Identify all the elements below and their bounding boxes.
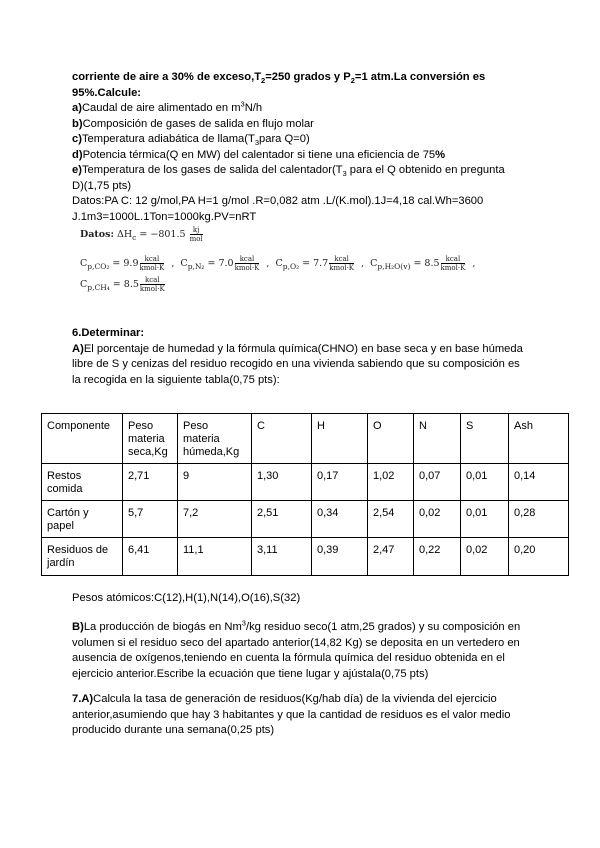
equation-cp-row1: $C_{p,CO_2} = 9.9$ $\frac{\text{kcal}}{\text{kmol·K}}$ , $C_{p,N_2} = 7.0$ $\frac{\text{kcal}}{\text{kmol·K}}$ , $C_{p,O_2} = 7.7$ $\frac{\text{kcal}}{\text{kmol·K}}$ , $C_{p,H_2O(v)} = 8.5$ $\frac{\text{kcal}}{\text{kmol·K}}$ , — [80, 255, 476, 272]
item-d: d)Potencia térmica(Q en MW) del calentador si tiene una eficiencia de 75% — [72, 148, 446, 161]
section7-line2: anterior,asumiendo que hay 3 habitantes y que la cantidad de residuos es el valor medio — [72, 708, 511, 721]
table-cell: 11,1 — [178, 538, 252, 576]
table-cell: 5,7 — [123, 501, 178, 538]
table-header-cell: Peso materia húmeda,Kg — [178, 414, 252, 464]
table-cell: 1,30 — [252, 464, 312, 501]
datos-line1: Datos:PA C: 12 g/mol,PA H=1 g/mol .R=0,082 atm .L/(K.mol).1J=4,18 cal.Wh=3600 — [72, 195, 484, 207]
section7-line1: 7.A)Calcula la tasa de generación de residuos(Kg/hab día) de la vivienda del ejercicio — [72, 693, 497, 705]
table-cell: 0,02 — [461, 538, 509, 576]
intro-block — [72, 70, 532, 225]
table-row — [42, 464, 569, 501]
cp-co2: $C_{p,CO_2} = 9.9$ $\frac{\text{kcal}}{\text{kmol·K}}$ — [80, 255, 165, 272]
table-header-cell: N — [414, 414, 461, 464]
table-cell: 0,39 — [312, 538, 368, 576]
table-header-cell: Ash — [509, 414, 569, 464]
table-cell: 6,41 — [123, 538, 178, 576]
section6-heading: 6.Determinar: — [72, 327, 145, 339]
datos-line2: J.1m3=1000L.1Ton=1000kg.PV=nRT — [72, 210, 257, 223]
table-header-cell: O — [368, 414, 414, 464]
composition-table — [41, 413, 569, 576]
cp-h2o: $C_{p,H_2O(v)} = 8.5$ $\frac{\text{kcal}}{\text{kmol·K}}$ — [370, 255, 466, 272]
section6-a-line2: libre de S y cenizas del residuo recogido en una vivienda sabiendo que su composición es — [72, 358, 520, 370]
table-cell: 2,51 — [252, 501, 312, 538]
table-cell: 3,11 — [252, 538, 312, 576]
table-header-cell: Componente — [42, 414, 123, 464]
table-cell: 0,34 — [312, 501, 368, 538]
table-cell: 0,07 — [414, 464, 461, 501]
table-cell: Residuos de jardín — [42, 538, 123, 576]
table-header-row — [42, 414, 569, 464]
table-cell: Restos comida — [42, 464, 123, 501]
table-cell: 2,54 — [368, 501, 414, 538]
item-b: b)Composición de gases de salida en flujo molar — [72, 117, 314, 130]
table-cell: 2,47 — [368, 538, 414, 576]
table-cell: 0,20 — [509, 538, 569, 576]
table-header-cell: H — [312, 414, 368, 464]
table-cell: 7,2 — [178, 501, 252, 538]
section6 — [72, 326, 532, 388]
table-cell: Cartón y papel — [42, 501, 123, 538]
item-e: e)Temperatura de los gases de salida del $calentador(T_3$ para el Q obtenido en pregunta — [72, 164, 505, 179]
section6-a-line3: la recogida en la siguiente tabla(0,75 pts): — [72, 373, 280, 386]
equation-cp-row2 — [80, 276, 166, 293]
cp-n2: $C_{p,N_2} = 7.0$ $\frac{\text{kcal}}{\text{kmol·K}}$ — [180, 255, 260, 272]
table-cell: 0,01 — [461, 501, 509, 538]
intro-line1: corriente de aire a 30% de $exceso,T_2=250$ grados y $P_2=1$ atm.La conversión es — [72, 71, 486, 86]
cp-o2: $C_{p,O_2} = 7.7$ $\frac{\text{kcal}}{\text{kmol·K}}$ — [275, 255, 355, 272]
equation-dhc: Datos: $\Delta H_c = -801.5$ $\frac{kj}{\text{mol}}$ — [80, 226, 203, 243]
table-cell: 1,02 — [368, 464, 414, 501]
section6-a-line1: A)El porcentaje de humedad y la fórmula química(CHNO) en base seca y en base húmeda — [72, 342, 523, 355]
table-cell: 0,22 — [414, 538, 461, 576]
table-cell: 0,28 — [509, 501, 569, 538]
table-cell: 2,71 — [123, 464, 178, 501]
table-cell: 0,14 — [509, 464, 569, 501]
section7 — [72, 692, 532, 739]
cp-ch4: $C_{p,CH_4} = 8.5$ $\frac{\text{kcal}}{\text{kmol·K}}$ — [80, 276, 165, 293]
atomic-weights: Pesos atómicos:C(12),H(1),N(14),O(16),S(32) — [72, 592, 301, 604]
part-b-line1: B)La producción de biogás en Nm$^3$/kg residuo seco(1 atm,25 grados) y su composición en — [72, 618, 521, 633]
section7-line3: producido durante una semana(0,25 pts) — [72, 724, 275, 736]
table-header-cell: S — [461, 414, 509, 464]
intro-line2: 95%.Calcule: — [72, 86, 142, 99]
table-cell: 0,02 — [414, 501, 461, 538]
part-b — [72, 620, 532, 682]
item-c: c)Temperatura adiabática de $llama(T_3para$ Q=0) — [72, 133, 310, 148]
table-cell: 0,17 — [312, 464, 368, 501]
part-b-line4: ejercicio anterior.Escribe la ecuación que tiene lugar y ajústala(0,75 pts) — [72, 667, 429, 680]
table-row — [42, 538, 569, 576]
item-e-line2: D)(1,75 pts) — [72, 179, 132, 192]
part-b-line3: ausencia de oxígenos,teniendo en cuenta la fórmula química del residuo obtenida en el — [72, 652, 505, 664]
table-cell: 0,01 — [461, 464, 509, 501]
table-header-cell: C — [252, 414, 312, 464]
part-b-line2: volumen si el residuo seco del apartado anterior(14,82 Kg) se deposita en un vertedero en — [72, 636, 520, 649]
item-a: a)Caudal de aire alimentado en $m^3N/h$ — [72, 99, 263, 114]
table-cell: 9 — [178, 464, 252, 501]
table-header-cell: Peso materia seca,Kg — [123, 414, 178, 464]
table-row — [42, 501, 569, 538]
